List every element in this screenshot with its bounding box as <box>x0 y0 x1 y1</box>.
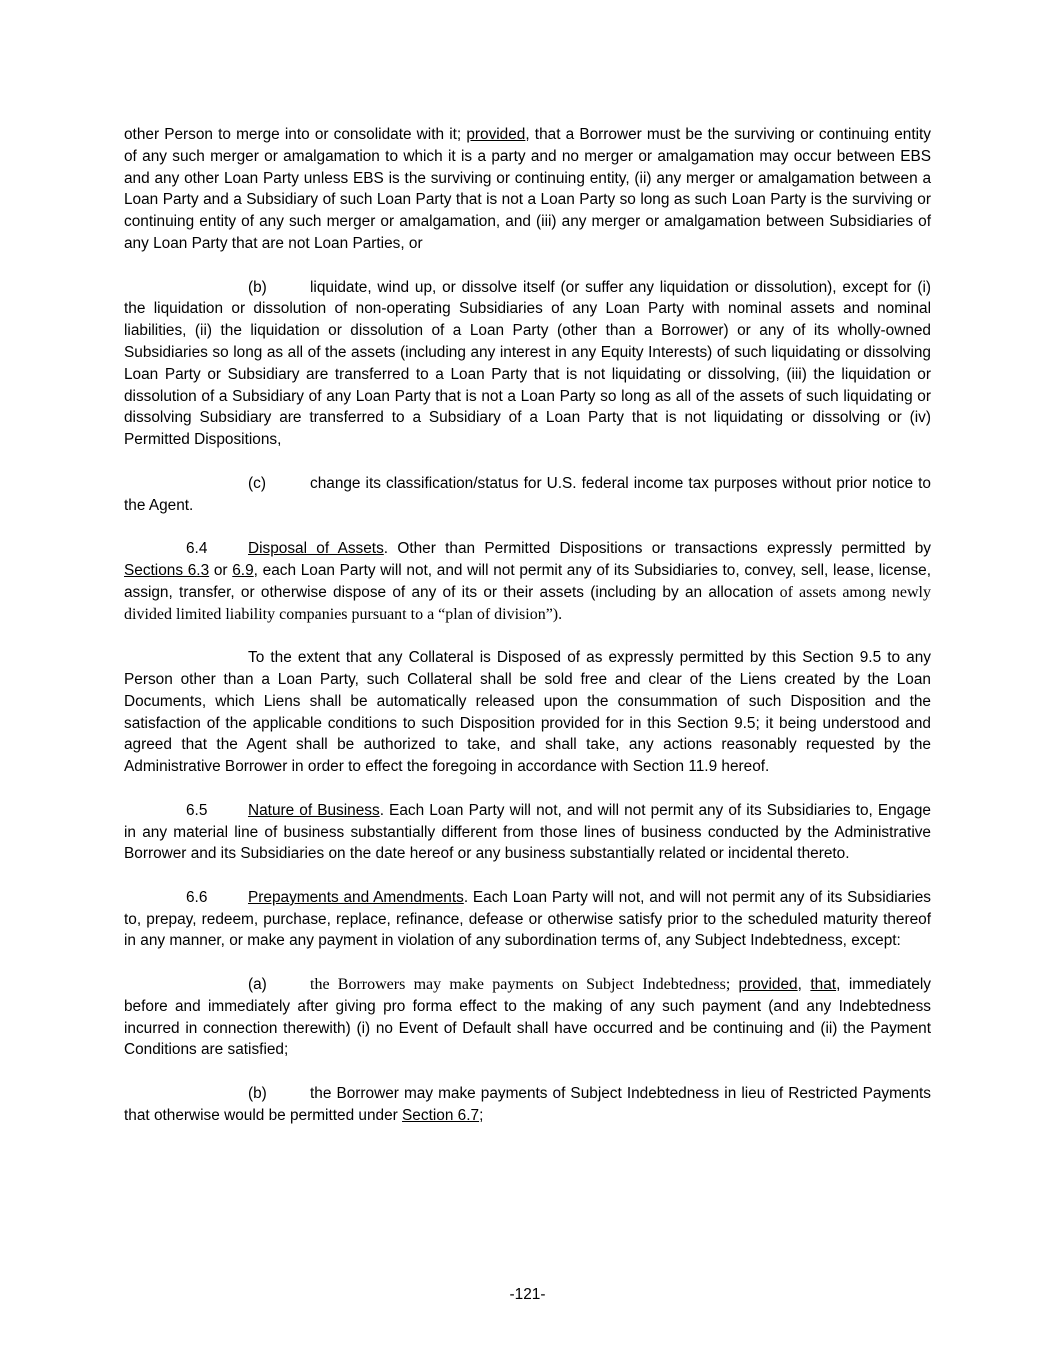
clause-6-6-a-paragraph: (a) the Borrowers may make payments on Subject Indebtedness; provided, that, immediately before and immediately after giving pro forma effect to the making of any such payment (and any Indebtedness incurred in connection therewith) (i) no Event of Default shall have occurred and be continuing and (ii) the Payment Conditions are satisfied; <box>124 976 931 1059</box>
that-term: that <box>810 976 837 994</box>
clause-c-paragraph: (c) change its classification/status for U.S. federal income tax purposes without prior notice to the Agent. <box>124 474 931 514</box>
section-number: 6.5 <box>186 801 208 819</box>
section-number: 6.4 <box>186 540 208 558</box>
section-6-6-paragraph: 6.6 Prepayments and Amendments. Each Loan Party will not, and will not permit any of its Subsidiaries to, prepay, redeem, purchase, replace, refinance, defease or otherwise satisfy prior to the scheduled maturity thereof in any manner, or make any payment in violation of any subordination terms of, any Subject Indebtedness, except: <box>124 888 932 950</box>
section-reference: 6.9 <box>232 561 254 579</box>
continuation-paragraph: other Person to merge into or consolidate with it; provided, that a Borrower must be the surviving or continuing entity of any such merger or amalgamation to which it is a party and no merger or amalgamation may occur between EBS and any other Loan Party unless EBS is the surviving or continuing entity, (ii) any merger or amalgamation between a Loan Party and a Subsidiary of such Loan Party that is not a Loan Party so long as such Loan Party is the surviving or continuing entity of any such merger or amalgamation, and (iii) any merger or amalgamation between Subsidiaries of any Loan Party that are not Loan Parties, or <box>124 126 932 252</box>
collateral-paragraph: To the extent that any Collateral is Disposed of as expressly permitted by this Section 9.5 to any Person other than a Loan Party, such Collateral shall be sold free and clear of the Liens created by the Loan Documents, which Liens shall be automatically released upon the consummation of such Disposition and the satisfaction of the applicable conditions to such Disposition provided for in this Section 9.5; it being understood and agreed that the Agent shall be authorized to take, and shall take, any actions reasonably requested by the Administrative Borrower in order to effect the foregoing in accordance with Section 11.9 hereof. <box>124 649 931 776</box>
provided-term: provided <box>738 976 798 994</box>
clause-6-6-b-paragraph: (b) the Borrower may make payments of Subject Indebtedness in lieu of Restricted Payments that otherwise would be permitted under Section 6.7; <box>124 1085 931 1124</box>
section-6-4-paragraph: 6.4 Disposal of Assets. Other than Permitted Dispositions or transactions expressly permitted by Sections 6.3 or 6.9, each Loan Party will not, and will not permit any of its Subsidiaries to, convey, sell, lease, license, assign, transfer, or otherwise dispose of any of its or their assets (including by an allocation of assets among newly divided limited liability companies pursuant to a “plan of division”). <box>124 540 932 623</box>
page-number: -121- <box>509 1286 546 1303</box>
clause-label: (c) <box>248 474 266 492</box>
section-title: Prepayments and Amendments <box>248 888 464 906</box>
clause-label: (a) <box>248 976 267 994</box>
clause-label: (b) <box>248 278 267 296</box>
clause-b-paragraph: (b) liquidate, wind up, or dissolve itself (or suffer any liquidation or dissolution), except for (i) the liquidation or dissolution of non-operating Subsidiaries of any Loan Party with nominal assets and nominal liabilities, (ii) the liquidation or dissolution of a Loan Party (other than a Borrower) or any of its wholly-owned Subsidiaries so long as all of the assets (including any interest in any Equity Interests) of such liquidating or dissolving Loan Party or Subsidiary are transferred to a Loan Party that is not liquidating or dissolving, (iii) the liquidation or dissolution of a Subsidiary of any Loan Party that is not a Loan Party so long as all of the assets of such liquidating or dissolving Subsidiary are transferred to a Subsidiary of a Loan Party that is not liquidating or dissolving or (iv) Permitted Dispositions, <box>124 278 931 449</box>
provided-term: provided <box>466 126 526 143</box>
clause-label: (b) <box>248 1085 267 1103</box>
document-page <box>124 124 931 1127</box>
section-number: 6.6 <box>186 888 208 906</box>
section-title: Nature of Business <box>248 801 380 819</box>
section-reference: Section 6.7 <box>402 1106 480 1124</box>
section-6-5-paragraph: 6.5 Nature of Business. Each Loan Party will not, and will not permit any of its Subsidiaries to, Engage in any material line of business substantially different from those lines of business conducted by the Administrative Borrower and its Subsidiaries on the date hereof or any business substantially related or incidental thereto. <box>124 801 931 863</box>
section-reference: Sections 6.3 <box>124 561 210 579</box>
section-title: Disposal of Assets <box>248 540 384 558</box>
